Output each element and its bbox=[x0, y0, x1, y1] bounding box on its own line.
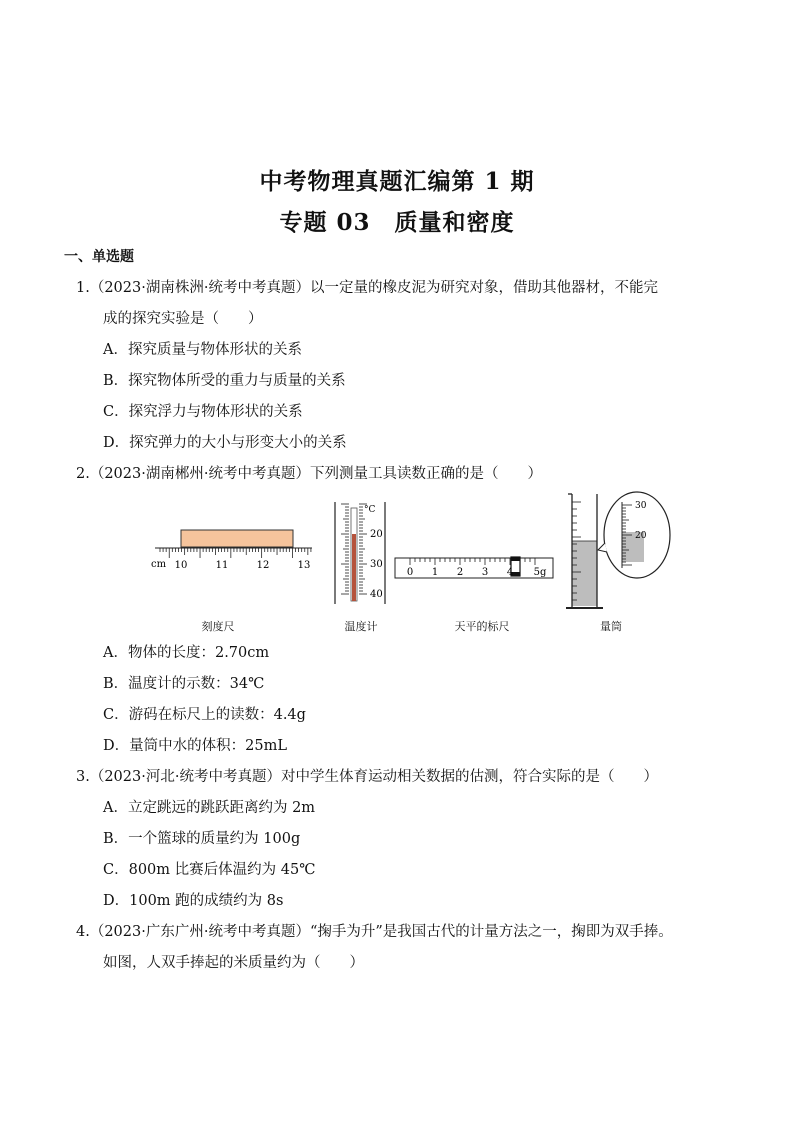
thermometer-tick-30: 30 bbox=[370, 559, 383, 570]
cylinder-mag-tick-30: 30 bbox=[635, 501, 647, 511]
ruler-label: 刻度尺 bbox=[201, 620, 235, 633]
question-1-stem-line2: 成的探究实验是（ ） bbox=[103, 311, 263, 327]
thermometer-tick-40: 40 bbox=[370, 589, 383, 600]
question-1-option-b: B．探究物体所受的重力与质量的关系 bbox=[103, 373, 346, 389]
question-1-option-c: C．探究浮力与物体形状的关系 bbox=[103, 404, 303, 420]
question-1-option-d: D．探究弹力的大小与形变大小的关系 bbox=[103, 435, 347, 451]
thermometer-label: 温度计 bbox=[344, 620, 378, 633]
scale-tick-0: 0 bbox=[406, 567, 414, 578]
question-1-stem-line1: 1.（2023·湖南株洲·统考中考真题）以一定量的橡皮泥为研究对象，借助其他器材，不能完 bbox=[76, 280, 658, 296]
paper-subtitle: 专题 03 质量和密度 bbox=[279, 209, 515, 236]
ruler-tick-10: 10 bbox=[174, 560, 188, 571]
question-2-stem: 2.（2023·湖南郴州·统考中考真题）下列测量工具读数正确的是（ ） bbox=[76, 466, 542, 482]
scale-tick-2: 2 bbox=[456, 567, 464, 578]
cylinder-label: 量筒 bbox=[600, 620, 622, 633]
balance-scale-label: 天平的标尺 bbox=[454, 620, 510, 633]
thermometer-tick-20: 20 bbox=[370, 529, 383, 540]
question-3-option-c: C．800m 比赛后体温约为 45℃ bbox=[103, 862, 316, 878]
question-3-option-a: A．立定跳远的跳跃距离约为 2m bbox=[103, 800, 316, 816]
ruler-tick-12: 12 bbox=[256, 560, 270, 571]
cylinder-mag-tick-20: 20 bbox=[635, 531, 647, 541]
question-3-option-b: B．一个篮球的质量约为 100g bbox=[103, 831, 301, 847]
ruler-tick-11: 11 bbox=[215, 560, 229, 571]
scale-tick-1: 1 bbox=[431, 567, 439, 578]
ruler-unit: cm bbox=[151, 559, 167, 570]
balance-scale-figure bbox=[395, 557, 553, 578]
paper-title: 中考物理真题汇编第 1 期 bbox=[259, 168, 535, 195]
section-heading: 一、单选题 bbox=[64, 249, 134, 265]
measurement-tools-figure bbox=[0, 488, 794, 638]
question-2-option-d: D．量筒中水的体积：25mL bbox=[103, 738, 287, 754]
question-4-stem-line1: 4.（2023·广东广州·统考中考真题）“掬手为升”是我国古代的计量方法之一，掬即为双手捧。 bbox=[76, 924, 673, 940]
question-3-option-d: D．100m 跑的成绩约为 8s bbox=[103, 893, 284, 909]
ruler-figure bbox=[151, 530, 312, 571]
scale-tick-3: 3 bbox=[481, 567, 489, 578]
graduated-cylinder-figure bbox=[566, 492, 670, 608]
question-2-option-c: C．游码在标尺上的读数：4.4g bbox=[103, 707, 306, 723]
ruler-tick-13: 13 bbox=[297, 560, 311, 571]
question-1-option-a: A．探究质量与物体形状的关系 bbox=[103, 342, 302, 358]
thermometer-figure bbox=[335, 502, 385, 604]
scale-tick-5g: 5g bbox=[533, 567, 547, 578]
question-4-stem-line2: 如图，人双手捧起的米质量约为（ ） bbox=[103, 955, 364, 971]
question-2-option-a: A．物体的长度：2.70cm bbox=[103, 645, 270, 661]
question-3-stem: 3.（2023·河北·统考中考真题）对中学生体育运动相关数据的估测，符合实际的是（ ） bbox=[76, 769, 658, 785]
thermometer-unit: °C bbox=[364, 505, 376, 515]
scale-tick-4: 4 bbox=[506, 567, 514, 578]
question-2-option-b: B．温度计的示数：34℃ bbox=[103, 676, 265, 692]
